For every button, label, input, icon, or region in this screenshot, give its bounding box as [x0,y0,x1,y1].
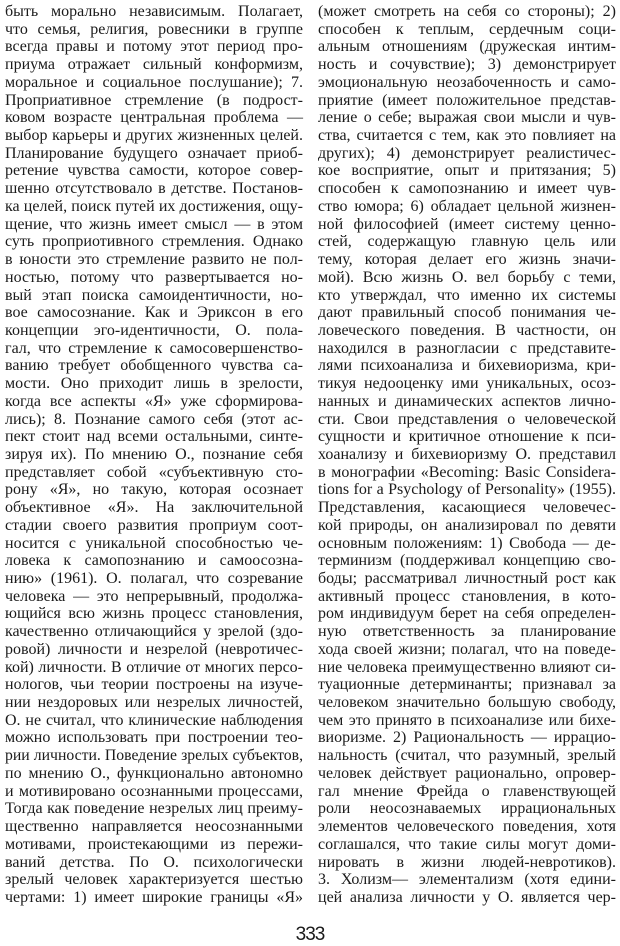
text-line: рии личности. Поведение зрелых субъектов, [5,747,303,765]
text-line: ной философией (имеет систему ценно- [318,215,616,233]
text-line: гал мнение Фрейда о главенствующей [318,782,616,800]
text-line: элементов человеческого поведения, хотя [318,818,616,836]
text-line: ление о себе; выражая свои мысли и чув- [318,109,616,127]
text-line: хода своей жизни; полагал, что на поведе- [318,640,616,658]
text-line: суть проприотивного стремления. Однако [5,233,303,251]
text-line: носится с уникальной способностью че- [5,534,303,552]
text-line: вый этап поиска самоидентичности, но- [5,286,303,304]
text-line: человек действует рационально, опровер- [318,764,616,782]
text-line: тему, которая делает его жизнь значи- [318,251,616,269]
text-line: человеком значительно большую свободу, [318,694,616,712]
text-line: в монографии «Becoming: Basic Considera- [318,463,616,481]
text-line: когда все аспекты «Я» уже сформирова- [5,392,303,410]
text-line: ванию требует обобщенного чувства са- [5,357,303,375]
text-line: стадии своего развития проприум соот- [5,516,303,534]
text-line: и мотивировано осознанными процессами, [5,782,303,800]
text-line: мотивами, проистекающими из пережи- [5,835,303,853]
text-line: мой). Всю жизнь О. вел борьбу с теми, [318,268,616,286]
text-line: шенно отсутствовало в детстве. Постанов- [5,180,303,198]
text-line: ющийся всю жизнь процесс становления, [5,605,303,623]
left-text-column [5,3,303,907]
text-line: виоризме. 2) Рациональность — иррацио- [318,729,616,747]
text-line: ство юмора; 6) обладает цельной жизнен- [318,197,616,215]
text-line: вое самосознание. Как и Эриксон в его [5,304,303,322]
text-line: ковом возрасте центральная проблема — [5,109,303,127]
text-line: кто утверждал, что именно их системы [318,286,616,304]
text-line: ства, считается с тем, как это повлияет на [318,127,616,145]
text-line: tions for a Psychology of Personality» (1955). [318,481,616,499]
text-line: зрелый человек характеризуется шестью [5,871,303,889]
text-line: нию» (1961). О. полагал, что созревание [5,570,303,587]
text-line: щение, что жизнь имеет смысл — в этом [5,215,303,233]
text-line: рону «Я», но такую, которая осознает [5,481,303,499]
text-line: О. не считал, что клинические наблюдения [5,711,303,729]
text-line: лями психоанализа и бихевиоризма, кри- [318,357,616,375]
text-line: лись); 8. Познание самого себя (этот ас- [5,410,303,428]
text-line: моральное и социальное послушание); 7. [5,73,303,91]
text-line: дают правильный способ понимания че- [318,304,616,322]
text-line: соглашался, что такие силы могут доми- [318,835,616,853]
text-line: чертами: 1) имеет широкие границы «Я» [5,888,303,906]
text-line: основным положениям: 1) Свобода — де- [318,534,616,552]
text-line: концепции эго-идентичности, О. пола- [5,321,303,339]
text-line: боды; рассматривал личностный рост как [318,570,616,587]
text-line: Представления, касающиеся человечес- [318,499,616,517]
text-line: зируя их). По мнению О., познание себя [5,445,303,463]
text-line: человека — это непрерывный, продолжа- [5,587,303,605]
text-line: эмоциональную неозабоченность и само- [318,73,616,91]
text-line: туационные детерминанты; признавал за [318,676,616,694]
text-line: кой природы, он анализировал по девяти [318,516,616,534]
text-line: других); 4) демонстрирует реалистичес- [318,144,616,162]
text-line: терминизм (поддерживал концепцию сво- [318,552,616,570]
text-line: нологов, чьи теории построены на изуче- [5,676,303,694]
text-line: ностью, потому что развертывается но- [5,268,303,286]
text-line: стей, содержащую главную цель или [318,233,616,251]
text-line: ваний детства. По О. психологически [5,853,303,871]
text-line: альным отношениям (дружеская интим- [318,38,616,56]
text-line: Проприативное стремление (в подрост- [5,91,303,109]
text-line: по мнению О., функционально автономно [5,764,303,782]
text-line: чем это принято в психоанализе или бихе- [318,711,616,729]
text-line: гал, что стремление к самосовершенство- [5,339,303,357]
text-line: приятие (имеет положительное представ- [318,91,616,109]
text-line: ром индивидуум берет на себя определен- [318,605,616,623]
text-line: представляет собой «субъективную сто- [5,463,303,481]
text-line: сти. Свои представления о человеческой [318,410,616,428]
text-line: ную ответственность за планирование [318,623,616,641]
text-line: ловеческого поведения. В частности, он [318,321,616,339]
text-line: Планирование будущего означает приоб- [5,144,303,162]
text-line: ловека к самопознанию и самоосозна- [5,552,303,570]
text-line: находился в разногласии с представите- [318,339,616,357]
text-line: способен к теплым, сердечным соци- [318,20,616,38]
text-line: мости. Оно приходит лишь в зрелости, [5,375,303,393]
text-line: быть морально независимым. Полагает, [5,3,303,20]
text-line: ретение чувства самости, которое совер- [5,162,303,180]
text-line: нировать в жизни людей-невротиков). [318,853,616,871]
text-line: кое восприятие, опыт и притязания; 5) [318,162,616,180]
text-line: что семья, религия, ровесники в группе [5,20,303,38]
text-line: всегда правы и потому этот период про- [5,38,303,56]
text-line: сущности и критичное отношение к пси- [318,428,616,446]
text-line: нии нездоровых или незрелых личностей, [5,694,303,712]
text-line: пект стоит над всеми остальными, синте- [5,428,303,446]
text-line: роли неосознаваемых иррациональных [318,800,616,818]
text-line: объективное «Я». На заключительной [5,499,303,517]
text-line: качественно отличающийся у зрелой (здо- [5,623,303,641]
text-line: приума отражает сильный конформизм, [5,56,303,74]
text-line: нальность (считал, что разумный, зрелый [318,747,616,765]
text-line: ровой) личности и незрелой (невротичес- [5,640,303,658]
text-line: способен к самопознанию и имеет чув- [318,180,616,198]
text-line: щественно направляется неосознанными [5,818,303,836]
text-line: выбор карьеры и других жизненных целей. [5,127,303,145]
text-line: (может смотреть на себя со стороны); 2) [318,3,616,20]
text-line: кой) личности. В отличие от многих персо- [5,658,303,676]
page-number: 333 [295,924,325,945]
text-line: можно использовать при построении тео- [5,729,303,747]
text-line: ние человека преимущественно влияют си- [318,658,616,676]
text-line: ка целей, поиск путей их достижения, ощу- [5,197,303,215]
text-line: нанных и динамических аспектов лично- [318,392,616,410]
text-line: тикуя недооценку ими уникальных, осоз- [318,375,616,393]
text-line: ность и сочувствие); 3) демонстрирует [318,56,616,74]
text-line: активный процесс становления, в кото- [318,587,616,605]
right-text-column [318,3,616,907]
text-line: 3. Холизм— элементализм (хотя едини- [318,871,616,889]
text-line: в юности это стремление развито не пол- [5,251,303,269]
text-line: Тогда как поведение незрелых лиц преиму- [5,800,303,818]
text-line: цей анализа личности у О. является чер- [318,888,616,906]
text-line: хоанализу и бихевиоризму О. представил [318,445,616,463]
